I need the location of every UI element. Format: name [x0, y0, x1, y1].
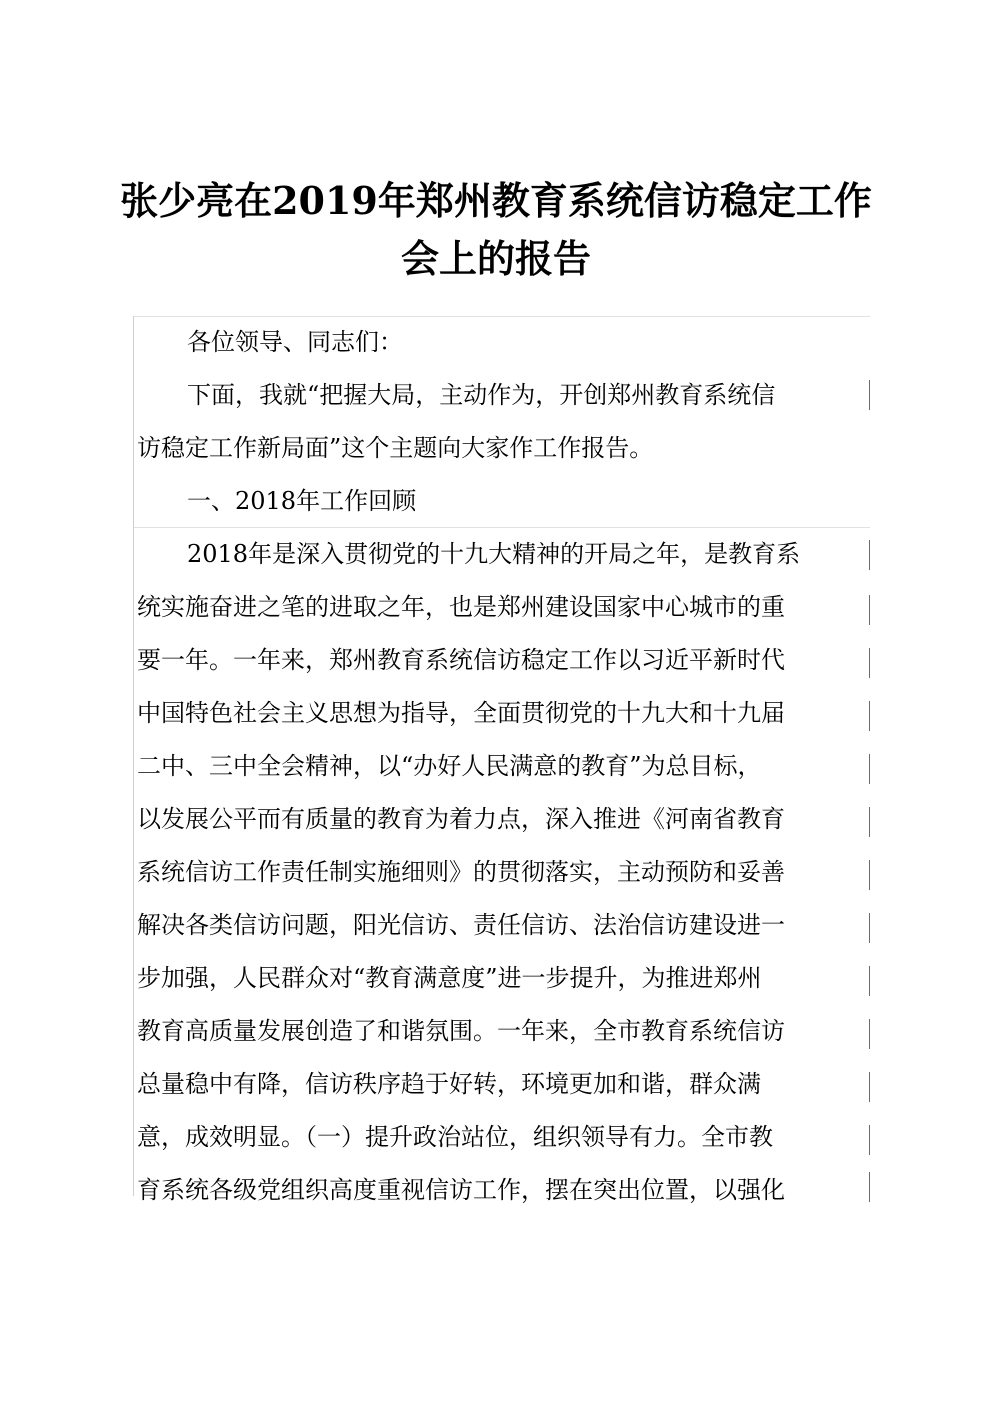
title-line-1: 张少亮在2019年郑州教育系统信访稳定工作: [120, 178, 872, 223]
line-end-marker: [869, 913, 870, 943]
line-end-marker: [869, 380, 870, 410]
paragraph-line: 系统信访工作责任制实施细则》的贯彻落实，主动预防和妥善: [137, 858, 785, 886]
text-box-left-border: [133, 316, 134, 1196]
document-body: [137, 316, 869, 1217]
paragraph-line: 步加强，人民群众对“教育满意度”进一步提升，为推进郑州: [137, 964, 762, 992]
paragraph-line: 以发展公平而有质量的教育为着力点，深入推进《河南省教育: [137, 805, 785, 833]
intro-line: 访稳定工作新局面”这个主题向大家作工作报告。: [137, 434, 654, 462]
document-title: [60, 172, 932, 288]
line-end-marker: [869, 1072, 870, 1102]
paragraph-line: 意，成效明显。（一）提升政治站位，组织领导有力。全市教: [137, 1123, 773, 1151]
line-end-marker: [869, 1125, 870, 1155]
line-end-marker: [869, 1019, 870, 1049]
paragraph-line: 2018年是深入贯彻党的十九大精神的开局之年，是教育系: [187, 540, 801, 568]
line-end-marker: [869, 648, 870, 678]
line-end-marker: [869, 701, 870, 731]
line-end-marker: [869, 966, 870, 996]
paragraph-line: 统实施奋进之笔的进取之年，也是郑州建设国家中心城市的重: [137, 593, 785, 621]
section-heading: 一、2018年工作回顾: [187, 487, 417, 515]
line-end-marker: [869, 540, 870, 570]
paragraph-line: 中国特色社会主义思想为指导，全面贯彻党的十九大和十九届: [137, 699, 785, 727]
title-line-2: 会上的报告: [400, 236, 591, 281]
paragraph-line: 总量稳中有降，信访秩序趋于好转，环境更加和谐，群众满: [137, 1070, 761, 1098]
line-end-marker: [869, 754, 870, 784]
line-end-marker: [869, 860, 870, 890]
paragraph-line: 解决各类信访问题，阳光信访、责任信访、法治信访建设进一: [137, 911, 785, 939]
paragraph-line: 教育高质量发展创造了和谐氛围。一年来，全市教育系统信访: [137, 1017, 785, 1045]
paragraph-line: 二中、三中全会精神，以“办好人民满意的教育”为总目标，: [137, 752, 762, 780]
intro-line: 下面，我就“把握大局，主动作为，开创郑州教育系统信: [187, 381, 776, 409]
line-end-marker: [869, 1172, 870, 1202]
paragraph-line: 育系统各级党组织高度重视信访工作，摆在突出位置，以强化: [137, 1176, 785, 1204]
line-end-marker: [869, 807, 870, 837]
line-end-marker: [869, 595, 870, 625]
paragraph-line: 要一年。一年来，郑州教育系统信访稳定工作以习近平新时代: [137, 646, 785, 674]
greeting: 各位领导、同志们：: [187, 328, 403, 356]
